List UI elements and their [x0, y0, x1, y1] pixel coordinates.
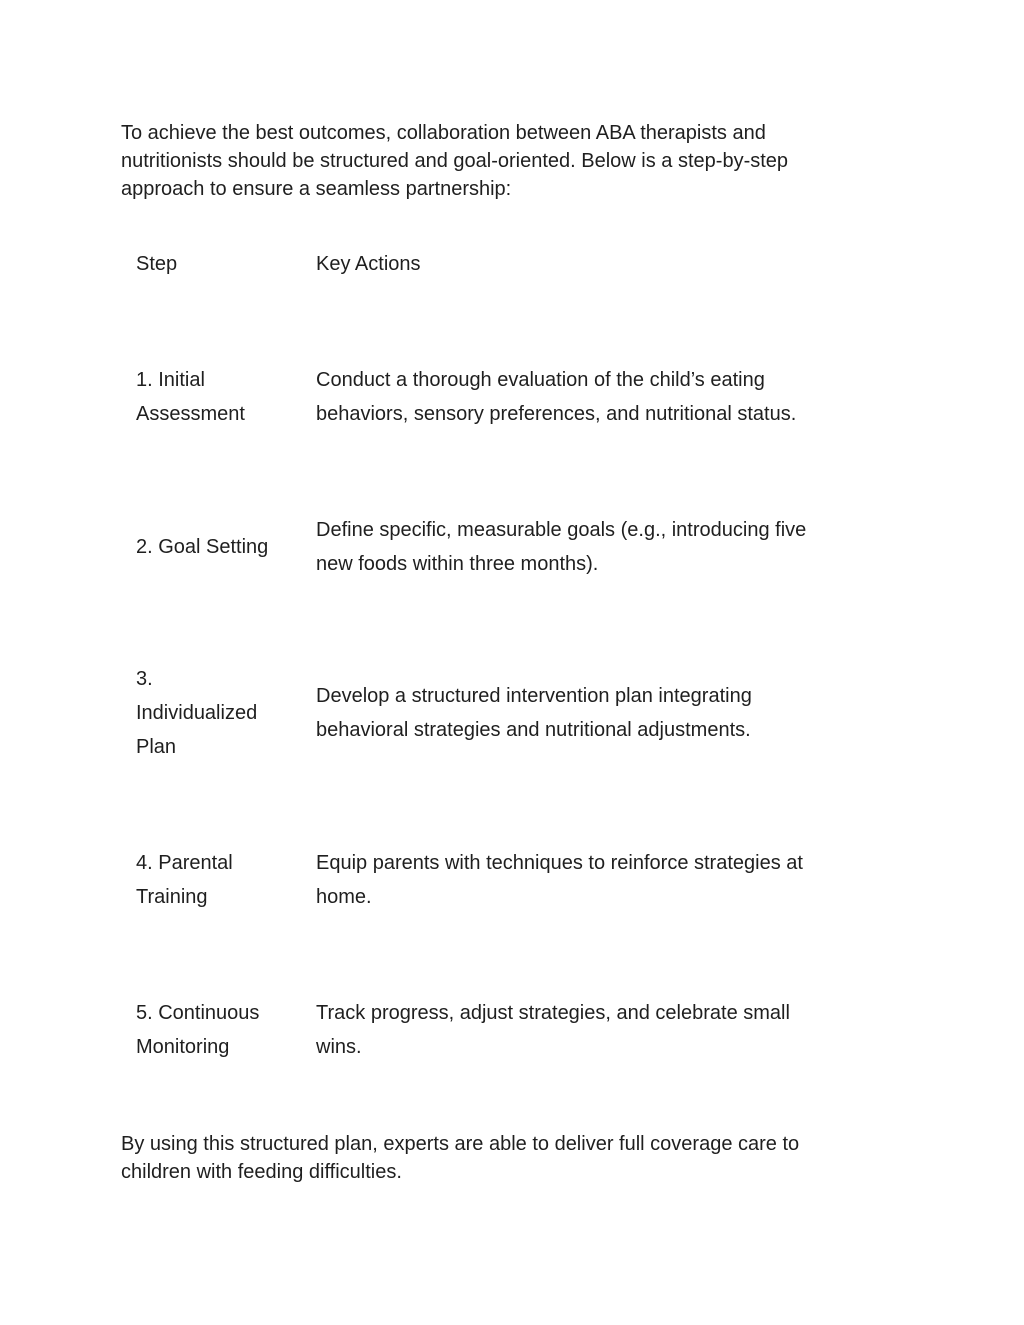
table-row-2-step: 2. Goal Setting [136, 536, 269, 558]
table-header-step: Step [136, 253, 178, 275]
table-row-5-actions: Track progress, adjust strategies, and celebrate small wins. [316, 1002, 790, 1058]
closing-paragraph: By using this structured plan, experts are able to deliver full coverage care to children with feeding difficulties. [121, 1133, 800, 1183]
table-row-1-actions: Conduct a thorough evaluation of the child’s eating behaviors, sensory preferences, and nutritional status. [316, 369, 797, 425]
table-row-5-step: 5. Continuous Monitoring [136, 1002, 260, 1058]
table-row-3-actions: Develop a structured intervention plan integrating behavioral strategies and nutritional adjustments. [316, 685, 752, 741]
table-row-4-actions: Equip parents with techniques to reinforce strategies at home. [316, 852, 803, 908]
table-header-actions: Key Actions [316, 253, 421, 275]
table-row-1-step: 1. Initial Assessment [136, 369, 245, 425]
table-row-2-actions: Define specific, measurable goals (e.g., introducing five new foods within three months). [316, 519, 807, 575]
intro-paragraph: To achieve the best outcomes, collaboration between ABA therapists and nutritionists should be structured and goal-oriented. Below is a step-by-step approach to ensure a seamless partnership: [121, 122, 789, 200]
table-row-4-step: 4. Parental Training [136, 852, 233, 908]
table-row-3-step: 3. Individualized Plan [136, 668, 258, 758]
